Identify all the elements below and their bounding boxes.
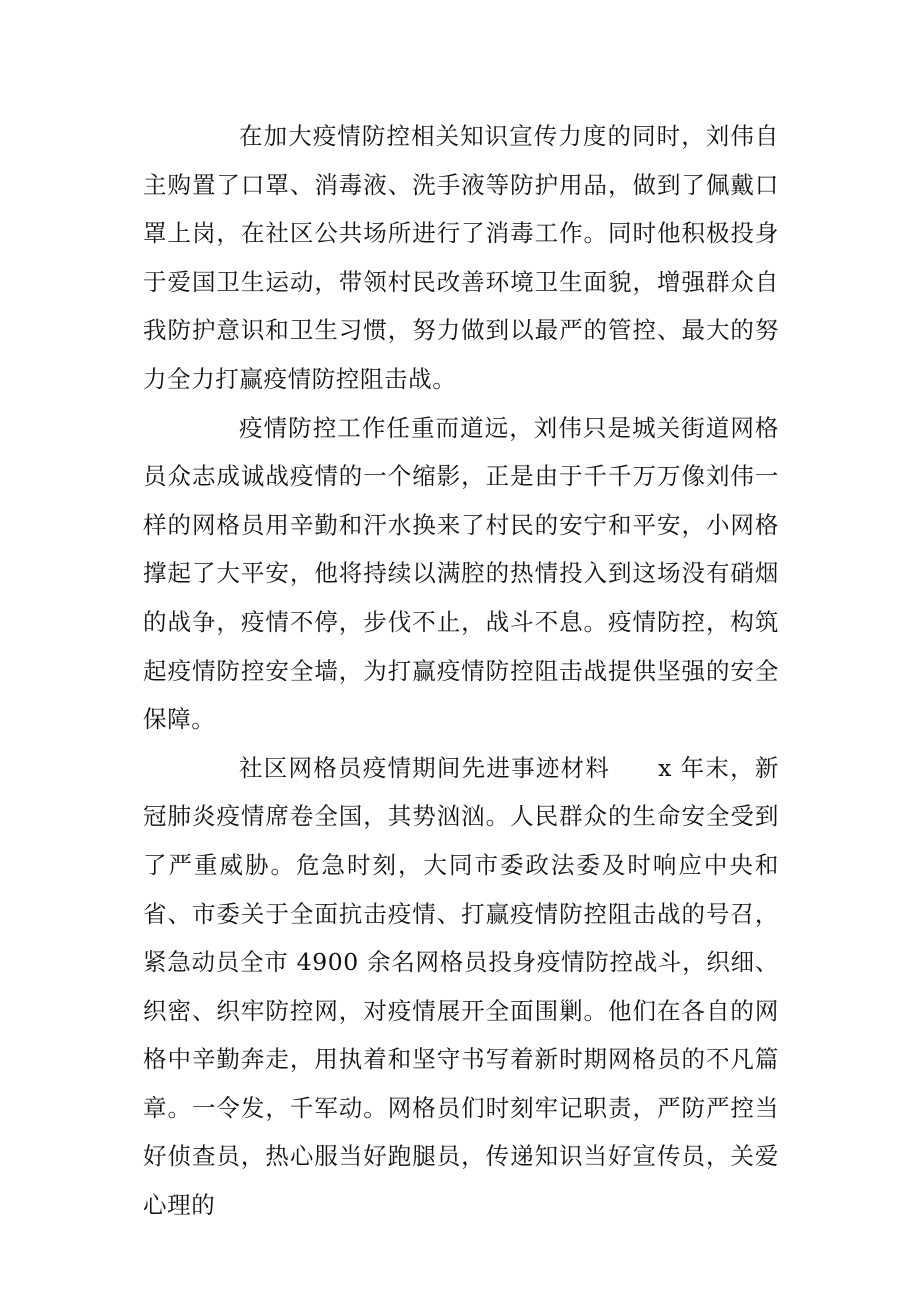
paragraph-advanced-deeds — [143, 744, 779, 1230]
material-body: x 年末，新冠肺炎疫情席卷全国，其势汹汹。人民群众的生命安全受到了严重威胁。危急时刻，大同市委政法委及时响应中央和省、市委关于全面抗击疫情、打赢疫情防控阻击战的号召，紧急动员全市 4900 余名网格员投身疫情防控战斗，织细、织密、织牢防控网，对疫情展开全面围剿。他们在各自的网格中辛勤奔走，用执着和坚守书写着新时期网格员的不凡篇章。一令发，千军动。网格员们时刻牢记职责，严防严控当好侦查员，热心服当好跑腿员，传递知识当好宣传员，关爱心理的 — [143, 753, 779, 1220]
document-body — [143, 112, 779, 1230]
material-heading: 社区网格员疫情期间先进事迹材料 — [239, 753, 611, 782]
paragraph-prevention-publicity: 在加大疫情防控相关知识宣传力度的同时，刘伟自主购置了口罩、消毒液、洗手液等防护用品，做到了佩戴口罩上岗，在社区公共场所进行了消毒工作。同时他积极投身于爱国卫生运动，带领村民改善环境卫生面貌，增强群众自我防护意识和卫生习惯，努力做到以最严的管控、最大的努力全力打赢疫情防控阻击战。 — [143, 122, 779, 393]
paragraph-long-road: 疫情防控工作任重而道远，刘伟只是城关街道网格员众志成诚战疫情的一个缩影，正是由于千千万万像刘伟一样的网格员用辛勤和汗水换来了村民的安宁和平安，小网格撑起了大平安，他将持续以满腔的热情投入到这场没有硝烟的战争，疫情不停，步伐不止，战斗不息。疫情防控，构筑起疫情防控安全墙，为打赢疫情防控阻击战提供坚强的安全保障。 — [143, 413, 779, 734]
